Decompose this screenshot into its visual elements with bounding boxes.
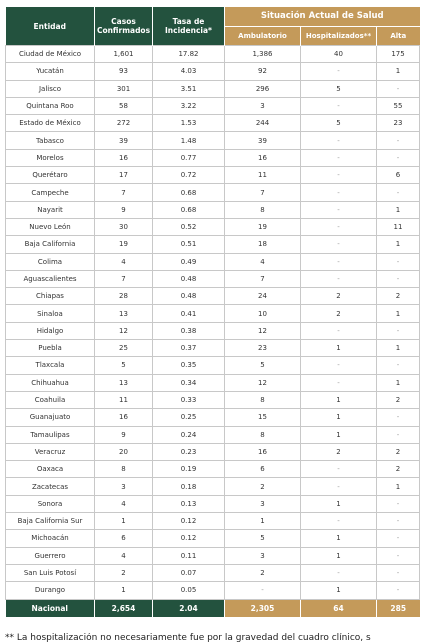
table-row	[6, 167, 420, 184]
cell-entidad: Veracruz	[6, 443, 95, 460]
cell-entidad: San Luis Potosí	[6, 564, 95, 581]
cell-tasa: 3.22	[153, 97, 225, 114]
cell-tasa: 0.68	[153, 201, 225, 218]
table-row	[6, 97, 420, 114]
cell-tasa: 0.33	[153, 391, 225, 408]
cell-ambulatorio: 3	[225, 97, 301, 114]
cell-hospitalizados: -	[301, 357, 377, 374]
cell-tasa: 0.38	[153, 322, 225, 339]
table-row	[6, 80, 420, 97]
cell-casos: 39	[95, 132, 153, 149]
cell-entidad: Nayarit	[6, 201, 95, 218]
cell-alta: 2	[377, 443, 420, 460]
cell-tasa: 0.68	[153, 184, 225, 201]
total-hospitalizados: 64	[301, 599, 377, 617]
header-situacion-actual: Situación Actual de Salud	[225, 7, 420, 27]
cell-entidad: Baja California Sur	[6, 513, 95, 530]
table-row	[6, 184, 420, 201]
cell-entidad: Quintana Roo	[6, 97, 95, 114]
cell-tasa: 0.72	[153, 167, 225, 184]
cell-casos: 25	[95, 340, 153, 357]
cell-entidad: Yucatán	[6, 63, 95, 80]
table-row	[6, 357, 420, 374]
cell-hospitalizados: -	[301, 218, 377, 235]
cell-ambulatorio: 23	[225, 340, 301, 357]
cell-ambulatorio: 16	[225, 149, 301, 166]
cell-tasa: 0.05	[153, 582, 225, 599]
cell-entidad: Ciudad de México	[6, 46, 95, 63]
cell-entidad: Guerrero	[6, 547, 95, 564]
table-row	[6, 236, 420, 253]
cell-alta: -	[377, 270, 420, 287]
cell-alta: -	[377, 426, 420, 443]
cell-alta: 1	[377, 478, 420, 495]
cell-casos: 1,601	[95, 46, 153, 63]
table-row	[6, 564, 420, 581]
cell-hospitalizados: -	[301, 149, 377, 166]
cell-casos: 4	[95, 253, 153, 270]
cell-ambulatorio: 2	[225, 564, 301, 581]
cell-tasa: 0.48	[153, 288, 225, 305]
cell-ambulatorio: 8	[225, 426, 301, 443]
cell-alta: -	[377, 530, 420, 547]
table-row	[6, 478, 420, 495]
cell-hospitalizados: -	[301, 253, 377, 270]
cell-entidad: Sonora	[6, 495, 95, 512]
cell-hospitalizados: -	[301, 461, 377, 478]
cell-casos: 9	[95, 426, 153, 443]
header-tasa-incidencia	[153, 7, 225, 46]
cell-entidad: Durango	[6, 582, 95, 599]
table-row	[6, 530, 420, 547]
cell-alta: 2	[377, 461, 420, 478]
total-row	[6, 599, 420, 617]
cell-ambulatorio: 16	[225, 443, 301, 460]
cell-ambulatorio: 1,386	[225, 46, 301, 63]
cell-tasa: 0.24	[153, 426, 225, 443]
cell-tasa: 0.34	[153, 374, 225, 391]
cell-alta: 175	[377, 46, 420, 63]
cell-alta: -	[377, 357, 420, 374]
cell-hospitalizados: -	[301, 374, 377, 391]
cell-casos: 19	[95, 236, 153, 253]
table-row	[6, 218, 420, 235]
cell-entidad: Aguascalientes	[6, 270, 95, 287]
cell-tasa: 0.25	[153, 409, 225, 426]
cell-casos: 4	[95, 547, 153, 564]
cell-alta: -	[377, 513, 420, 530]
cell-hospitalizados: -	[301, 132, 377, 149]
cell-tasa: 0.41	[153, 305, 225, 322]
cell-hospitalizados: 40	[301, 46, 377, 63]
cell-tasa: 1.53	[153, 115, 225, 132]
cell-casos: 7	[95, 184, 153, 201]
cell-alta: -	[377, 564, 420, 581]
cell-entidad: Chiapas	[6, 288, 95, 305]
cell-tasa: 0.12	[153, 530, 225, 547]
cell-casos: 20	[95, 443, 153, 460]
footnote: ** La hospitalización no necesariamente fue por la gravedad del cuadro clínico, s	[5, 633, 371, 643]
cell-entidad: Michoacán	[6, 530, 95, 547]
cell-casos: 16	[95, 409, 153, 426]
table-row	[6, 132, 420, 149]
cell-ambulatorio: 19	[225, 218, 301, 235]
cell-casos: 9	[95, 201, 153, 218]
cell-hospitalizados: -	[301, 236, 377, 253]
cell-alta: -	[377, 132, 420, 149]
cell-tasa: 0.49	[153, 253, 225, 270]
cell-entidad: Campeche	[6, 184, 95, 201]
cell-entidad: Estado de México	[6, 115, 95, 132]
cell-alta: 1	[377, 374, 420, 391]
table-row	[6, 547, 420, 564]
cell-entidad: Jalisco	[6, 80, 95, 97]
cell-alta: 6	[377, 167, 420, 184]
cell-entidad: Querétaro	[6, 167, 95, 184]
cell-hospitalizados: -	[301, 478, 377, 495]
cell-casos: 11	[95, 391, 153, 408]
cell-ambulatorio: 6	[225, 461, 301, 478]
cell-casos: 30	[95, 218, 153, 235]
cell-entidad: Baja California	[6, 236, 95, 253]
cell-hospitalizados: 5	[301, 115, 377, 132]
cell-alta: -	[377, 253, 420, 270]
header-tasa-text: Tasa de Incidencia*	[165, 17, 212, 35]
cell-ambulatorio: 8	[225, 201, 301, 218]
cell-tasa: 0.19	[153, 461, 225, 478]
cell-hospitalizados: 2	[301, 443, 377, 460]
cell-hospitalizados: 1	[301, 391, 377, 408]
table-row	[6, 305, 420, 322]
cell-tasa: 0.77	[153, 149, 225, 166]
cell-casos: 16	[95, 149, 153, 166]
cell-tasa: 0.52	[153, 218, 225, 235]
cell-alta: -	[377, 582, 420, 599]
cell-casos: 1	[95, 513, 153, 530]
header-alta: Alta	[377, 27, 420, 46]
cell-alta: -	[377, 322, 420, 339]
cell-alta: -	[377, 495, 420, 512]
table-row	[6, 201, 420, 218]
cell-hospitalizados: 1	[301, 495, 377, 512]
cell-alta: -	[377, 149, 420, 166]
cell-alta: 1	[377, 63, 420, 80]
cell-tasa: 4.03	[153, 63, 225, 80]
cell-hospitalizados: 1	[301, 530, 377, 547]
cell-ambulatorio: 1	[225, 513, 301, 530]
table-row	[6, 340, 420, 357]
cell-ambulatorio: 92	[225, 63, 301, 80]
cell-ambulatorio: 4	[225, 253, 301, 270]
cell-hospitalizados: -	[301, 201, 377, 218]
cell-ambulatorio: 296	[225, 80, 301, 97]
cell-tasa: 0.51	[153, 236, 225, 253]
cell-tasa: 0.35	[153, 357, 225, 374]
cell-alta: -	[377, 80, 420, 97]
table-row	[6, 253, 420, 270]
cell-hospitalizados: -	[301, 270, 377, 287]
table-header	[6, 7, 420, 46]
cell-entidad: Sinaloa	[6, 305, 95, 322]
table-row	[6, 270, 420, 287]
cell-alta: 1	[377, 340, 420, 357]
cell-casos: 28	[95, 288, 153, 305]
cell-entidad: Tamaulipas	[6, 426, 95, 443]
cell-casos: 12	[95, 322, 153, 339]
total-entidad: Nacional	[6, 599, 95, 617]
cell-tasa: 0.07	[153, 564, 225, 581]
cell-entidad: Morelos	[6, 149, 95, 166]
cell-tasa: 17.82	[153, 46, 225, 63]
cell-hospitalizados: -	[301, 97, 377, 114]
cell-ambulatorio: 10	[225, 305, 301, 322]
cell-tasa: 0.18	[153, 478, 225, 495]
table-footer	[6, 599, 420, 617]
cell-entidad: Tabasco	[6, 132, 95, 149]
cell-alta: 1	[377, 236, 420, 253]
cell-casos: 93	[95, 63, 153, 80]
table-row	[6, 63, 420, 80]
cell-hospitalizados: -	[301, 513, 377, 530]
cell-hospitalizados: -	[301, 322, 377, 339]
cell-casos: 17	[95, 167, 153, 184]
total-alta: 285	[377, 599, 420, 617]
cell-entidad: Hidalgo	[6, 322, 95, 339]
cell-alta: 2	[377, 288, 420, 305]
header-ambulatorio: Ambulatorio	[225, 27, 301, 46]
cell-entidad: Puebla	[6, 340, 95, 357]
table-row	[6, 46, 420, 63]
cell-casos: 6	[95, 530, 153, 547]
cell-ambulatorio: 3	[225, 495, 301, 512]
table-row	[6, 409, 420, 426]
cell-ambulatorio: 8	[225, 391, 301, 408]
cell-alta: 1	[377, 201, 420, 218]
cell-casos: 3	[95, 478, 153, 495]
cell-entidad: Guanajuato	[6, 409, 95, 426]
table-row	[6, 513, 420, 530]
cell-ambulatorio: 24	[225, 288, 301, 305]
cell-hospitalizados: 5	[301, 80, 377, 97]
cell-ambulatorio: 244	[225, 115, 301, 132]
cell-casos: 272	[95, 115, 153, 132]
cell-ambulatorio: 7	[225, 270, 301, 287]
table-row	[6, 426, 420, 443]
table-row	[6, 288, 420, 305]
cell-casos: 2	[95, 564, 153, 581]
cell-hospitalizados: -	[301, 184, 377, 201]
table-row	[6, 115, 420, 132]
cell-alta: 2	[377, 391, 420, 408]
cell-ambulatorio: 18	[225, 236, 301, 253]
cell-ambulatorio: 7	[225, 184, 301, 201]
cell-entidad: Colima	[6, 253, 95, 270]
cell-hospitalizados: -	[301, 564, 377, 581]
table-row	[6, 322, 420, 339]
cell-alta: 23	[377, 115, 420, 132]
cell-alta: 55	[377, 97, 420, 114]
cell-entidad: Tlaxcala	[6, 357, 95, 374]
cell-casos: 5	[95, 357, 153, 374]
table-row	[6, 443, 420, 460]
cell-casos: 1	[95, 582, 153, 599]
cell-ambulatorio: 5	[225, 357, 301, 374]
table-row	[6, 495, 420, 512]
table-row	[6, 461, 420, 478]
cell-hospitalizados: 1	[301, 340, 377, 357]
cell-casos: 7	[95, 270, 153, 287]
cell-ambulatorio: 15	[225, 409, 301, 426]
cell-alta: 11	[377, 218, 420, 235]
cell-ambulatorio: 11	[225, 167, 301, 184]
cell-hospitalizados: 2	[301, 305, 377, 322]
cell-hospitalizados: 1	[301, 409, 377, 426]
cell-tasa: 1.48	[153, 132, 225, 149]
cell-ambulatorio: 12	[225, 322, 301, 339]
cell-alta: -	[377, 547, 420, 564]
table-row	[6, 374, 420, 391]
cell-entidad: Chihuahua	[6, 374, 95, 391]
cell-hospitalizados: 2	[301, 288, 377, 305]
covid-state-table-container	[5, 7, 419, 617]
cell-alta: -	[377, 184, 420, 201]
header-casos-text: Casos Confirmados	[96, 17, 151, 35]
cell-ambulatorio: 2	[225, 478, 301, 495]
cell-entidad: Zacatecas	[6, 478, 95, 495]
table-row	[6, 391, 420, 408]
cell-tasa: 0.23	[153, 443, 225, 460]
cell-ambulatorio: 12	[225, 374, 301, 391]
cell-tasa: 0.48	[153, 270, 225, 287]
cell-casos: 4	[95, 495, 153, 512]
total-ambulatorio: 2,305	[225, 599, 301, 617]
cell-alta: 1	[377, 305, 420, 322]
header-casos-confirmados	[95, 7, 153, 46]
cell-entidad: Nuevo León	[6, 218, 95, 235]
cell-hospitalizados: 1	[301, 582, 377, 599]
cell-entidad: Coahuila	[6, 391, 95, 408]
cell-alta: -	[377, 409, 420, 426]
header-hospitalizados: Hospitalizados**	[301, 27, 377, 46]
cell-casos: 13	[95, 374, 153, 391]
cell-tasa: 0.13	[153, 495, 225, 512]
cell-tasa: 0.37	[153, 340, 225, 357]
total-tasa: 2.04	[153, 599, 225, 617]
cell-hospitalizados: -	[301, 167, 377, 184]
cell-ambulatorio: 3	[225, 547, 301, 564]
cell-tasa: 0.12	[153, 513, 225, 530]
covid-state-table	[5, 7, 420, 617]
table-row	[6, 582, 420, 599]
total-casos: 2,654	[95, 599, 153, 617]
cell-hospitalizados: 1	[301, 426, 377, 443]
cell-entidad: Oaxaca	[6, 461, 95, 478]
table-row	[6, 149, 420, 166]
cell-hospitalizados: 1	[301, 547, 377, 564]
header-entidad: Entidad	[6, 7, 95, 46]
cell-ambulatorio: 5	[225, 530, 301, 547]
cell-ambulatorio: -	[225, 582, 301, 599]
cell-ambulatorio: 39	[225, 132, 301, 149]
cell-tasa: 0.11	[153, 547, 225, 564]
table-body	[6, 46, 420, 600]
cell-hospitalizados: -	[301, 63, 377, 80]
cell-casos: 301	[95, 80, 153, 97]
cell-casos: 13	[95, 305, 153, 322]
cell-casos: 8	[95, 461, 153, 478]
cell-tasa: 3.51	[153, 80, 225, 97]
cell-casos: 58	[95, 97, 153, 114]
